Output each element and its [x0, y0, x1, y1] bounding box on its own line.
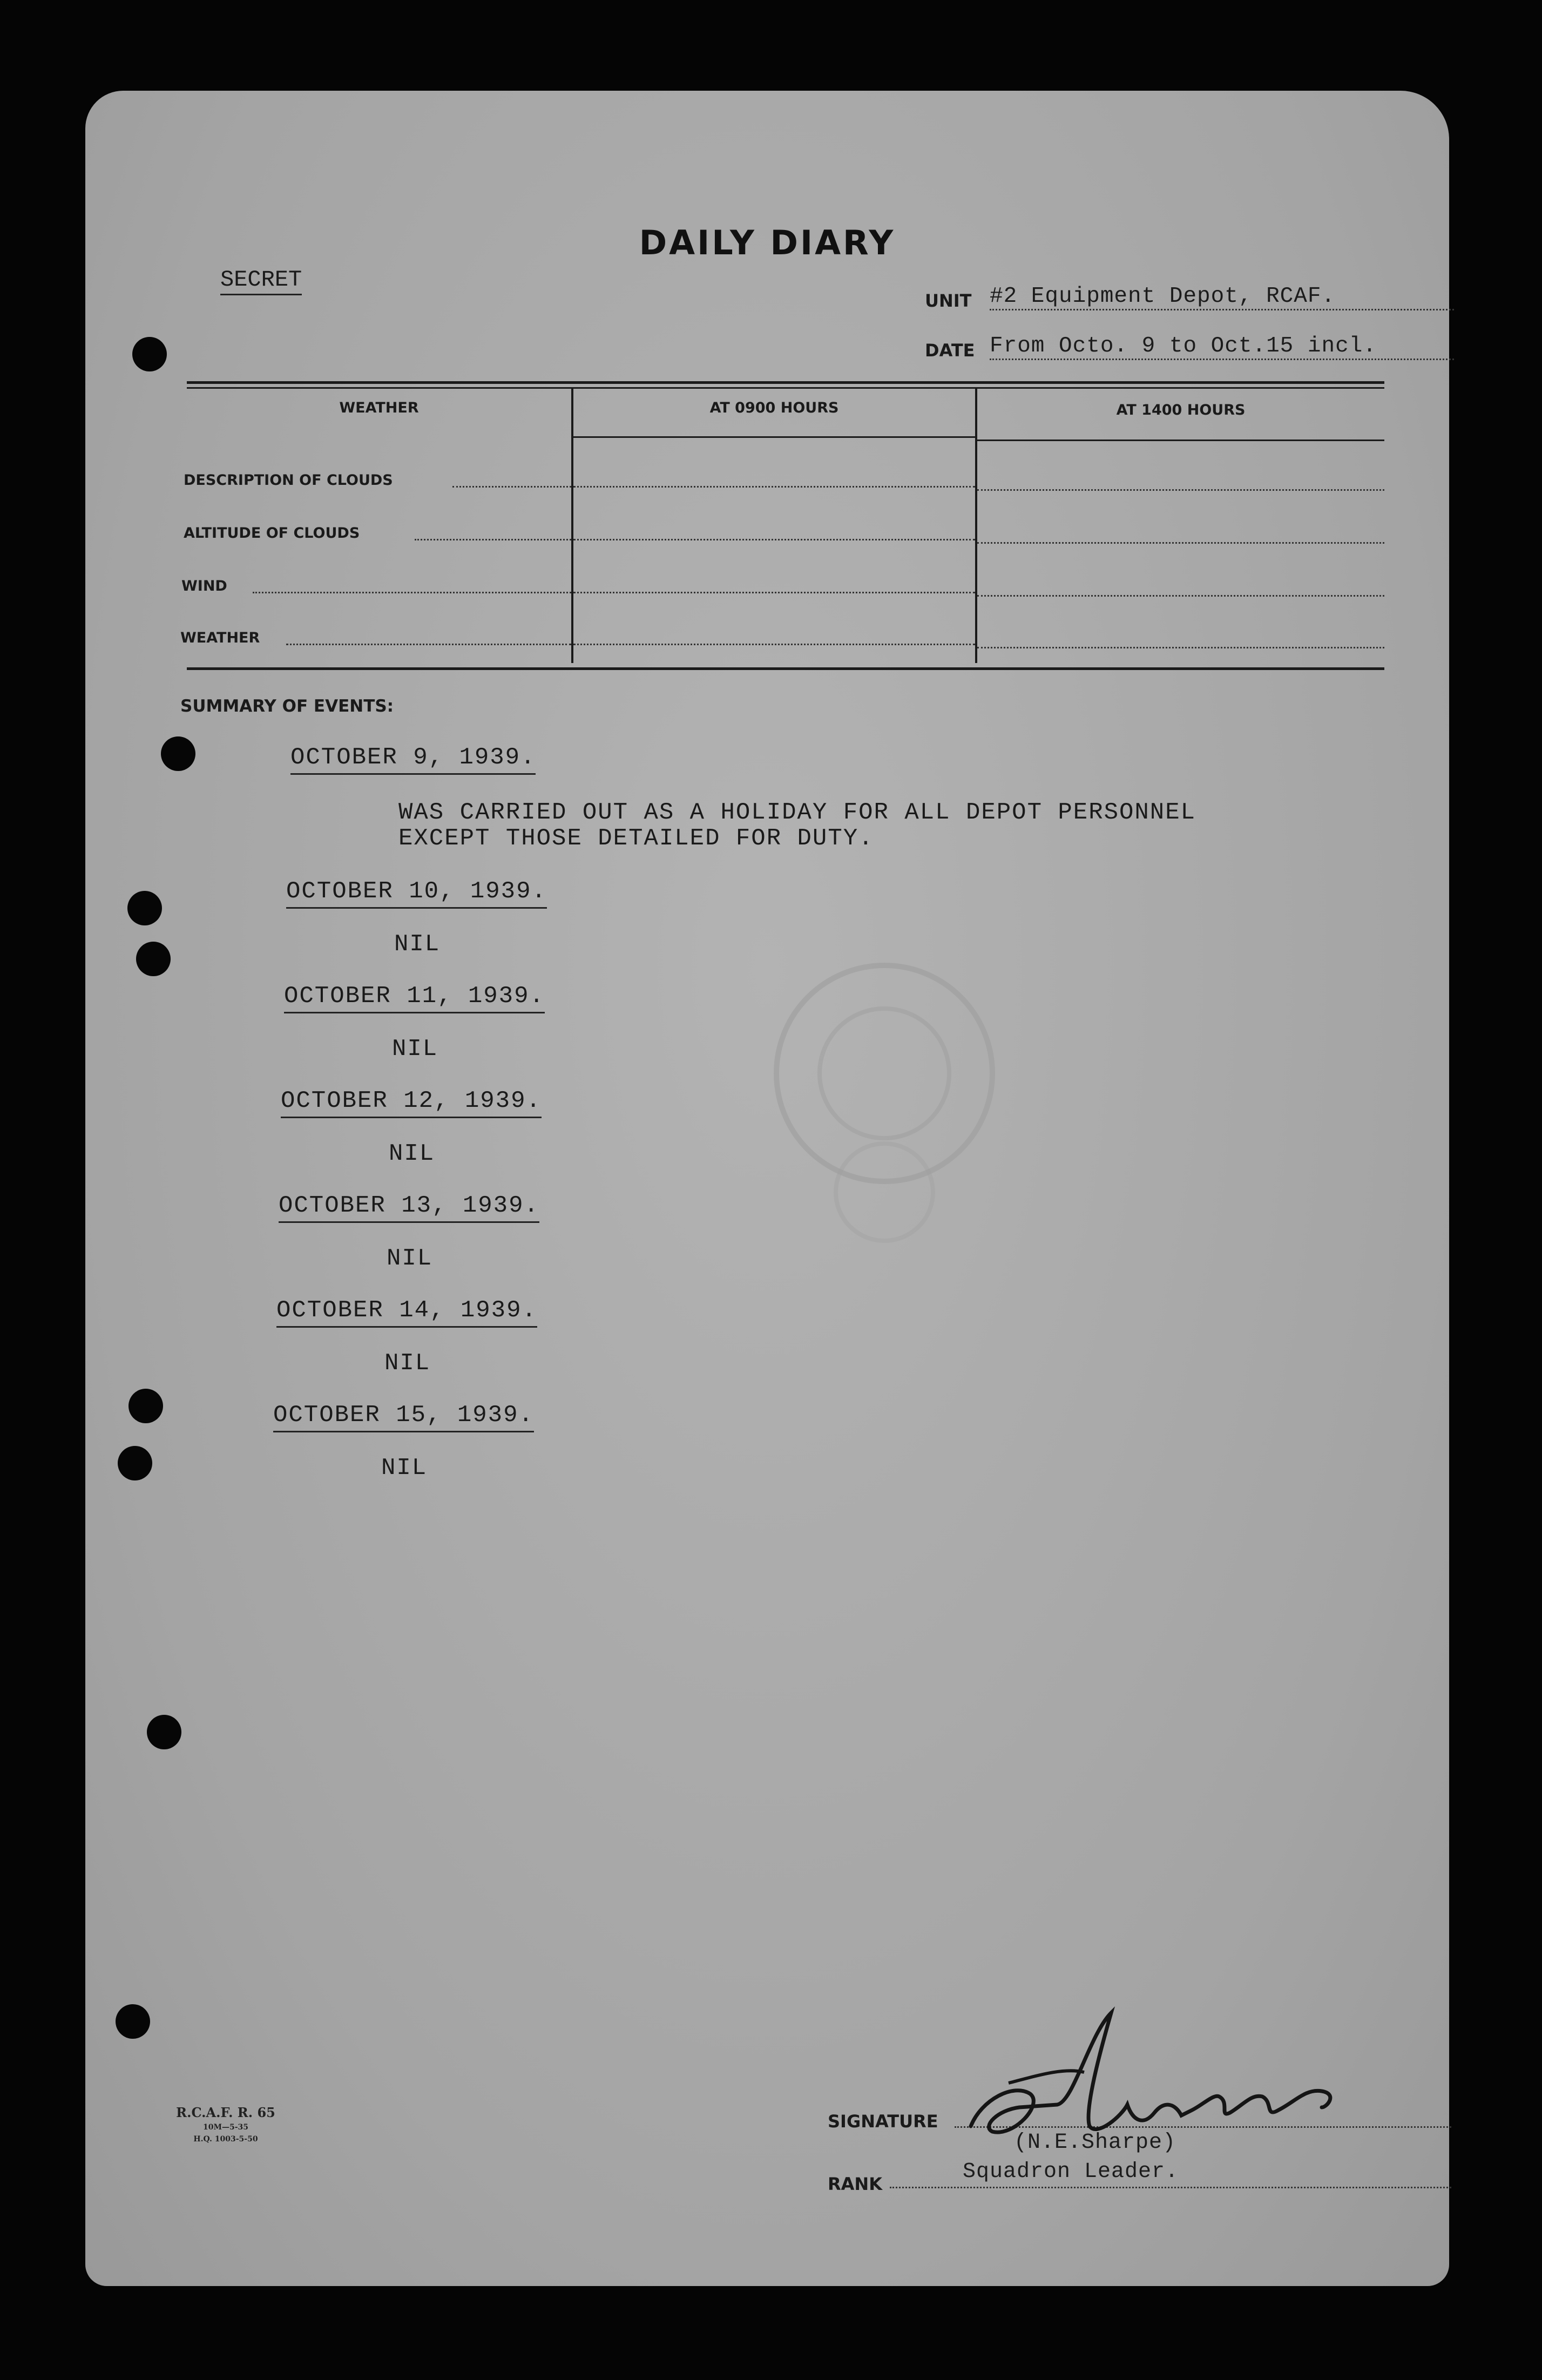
- row-label-weather: WEATHER: [180, 630, 260, 646]
- punch-hole: [116, 2004, 150, 2039]
- punch-hole: [127, 891, 162, 925]
- page-title: DAILY DIARY: [639, 223, 896, 262]
- row-dots-4c: [977, 647, 1384, 648]
- signatory-name: (N.E.Sharpe): [1014, 2131, 1176, 2155]
- print-line-1: 10M—5-35: [202, 2123, 248, 2132]
- punch-hole: [128, 1389, 163, 1423]
- faint-stamp: [722, 933, 1046, 1279]
- header-0900: AT 0900 HOURS: [709, 400, 839, 416]
- entry-date-oct14: OCTOBER 14, 1939.: [276, 1297, 537, 1328]
- header-1400: AT 1400 HOURS: [1116, 402, 1246, 418]
- row-dots-1c: [977, 489, 1384, 491]
- row-dots-3b: [573, 592, 975, 593]
- row-dots-2c: [977, 542, 1384, 544]
- rank-label: RANK: [828, 2174, 882, 2194]
- row-dots-1b: [573, 486, 975, 488]
- table-divider-1: [571, 389, 573, 663]
- form-number: R.C.A.F. R. 65: [176, 2105, 275, 2120]
- row-dots-1a: [452, 486, 571, 488]
- entry-text-oct15: NIL: [381, 1455, 428, 1482]
- table-divider-2: [975, 389, 977, 663]
- row-dots-3a: [253, 592, 571, 593]
- entry-text-oct14: NIL: [384, 1350, 431, 1377]
- row-dots-2a: [415, 539, 571, 540]
- punch-hole: [118, 1446, 152, 1480]
- summary-label: SUMMARY OF EVENTS:: [180, 697, 394, 716]
- table-top-rule: [187, 381, 1384, 384]
- row-dots-3c: [977, 595, 1384, 597]
- entry-text-oct12: NIL: [389, 1140, 435, 1167]
- entry-text-oct13: NIL: [387, 1245, 433, 1272]
- entry-text-oct10: NIL: [394, 931, 441, 958]
- header-underline-1400: [977, 440, 1384, 441]
- unit-label: UNIT: [925, 290, 972, 311]
- entry-text-oct9-line1: WAS CARRIED OUT AS A HOLIDAY FOR ALL DEPOT PERSONNEL: [398, 799, 1196, 826]
- row-dots-4b: [573, 644, 975, 645]
- entry-text-oct9-line2: EXCEPT THOSE DETAILED FOR DUTY.: [398, 825, 874, 852]
- table-bottom-rule: [187, 667, 1384, 670]
- entry-date-oct15: OCTOBER 15, 1939.: [273, 1402, 534, 1432]
- entry-date-oct9: OCTOBER 9, 1939.: [290, 744, 536, 775]
- unit-value: #2 Equipment Depot, RCAF.: [990, 284, 1454, 310]
- date-value: From Octo. 9 to Oct.15 incl.: [990, 334, 1454, 360]
- entry-text-oct11: NIL: [392, 1036, 438, 1063]
- rank-line: [890, 2187, 1451, 2188]
- diary-page: [85, 91, 1449, 2286]
- punch-hole: [147, 1715, 181, 1749]
- row-dots-2b: [573, 539, 975, 540]
- entry-date-oct12: OCTOBER 12, 1939.: [281, 1087, 542, 1118]
- date-label: DATE: [925, 340, 975, 361]
- row-label-clouds: DESCRIPTION OF CLOUDS: [184, 472, 393, 489]
- entry-date-oct13: OCTOBER 13, 1939.: [279, 1192, 539, 1223]
- entry-date-oct11: OCTOBER 11, 1939.: [284, 983, 545, 1013]
- row-label-wind: WIND: [181, 578, 227, 594]
- entry-date-oct10: OCTOBER 10, 1939.: [286, 878, 547, 909]
- row-dots-4a: [286, 644, 571, 645]
- print-line-2: H.Q. 1003-5-50: [193, 2135, 258, 2144]
- punch-hole: [161, 736, 195, 771]
- signature-label: SIGNATURE: [828, 2111, 938, 2132]
- row-label-altitude: ALTITUDE OF CLOUDS: [184, 525, 360, 542]
- header-weather: WEATHER: [339, 400, 419, 416]
- header-underline-0900: [573, 436, 975, 438]
- punch-hole: [132, 337, 167, 371]
- rank-value: Squadron Leader.: [963, 2160, 1179, 2184]
- table-top-rule-2: [187, 387, 1384, 389]
- punch-hole: [136, 942, 171, 976]
- classification-label: SECRET: [220, 267, 302, 295]
